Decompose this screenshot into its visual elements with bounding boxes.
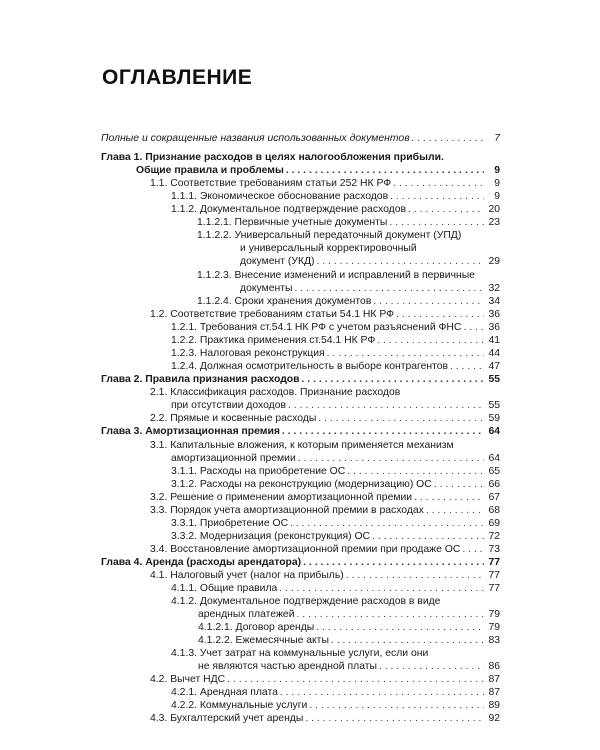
toc-entry-label: 1.2.2. Практика применения ст.54.1 НК РФ [171, 335, 376, 346]
toc-entry-page: 66 [488, 479, 500, 490]
dot-leader [379, 661, 484, 673]
toc-entry-label: 3.1.1. Расходы на приобретение ОС [171, 466, 346, 477]
toc-entry-label: 4.1.2.1. Договор аренды [198, 622, 315, 633]
toc-entry-label: 4.2.1. Арендная плата [171, 687, 278, 698]
toc-entry-1-1-2-3-line2[interactable] [240, 283, 500, 295]
toc-entry-2-2[interactable] [150, 413, 500, 425]
toc-entry-label: и универсальный корректировочный [240, 243, 417, 254]
toc-entry-1-2-3[interactable] [171, 348, 500, 360]
toc-entry-1-2-1[interactable] [171, 322, 500, 334]
toc-entry-page: 92 [488, 713, 500, 724]
dot-leader [462, 544, 484, 556]
toc-entry-3-3-2[interactable] [171, 531, 500, 543]
dot-leader [317, 256, 484, 268]
toc-entry-label: 1.1.2.3. Внесение изменений и исправлений в первичные [197, 270, 475, 281]
toc-entry-label: 3.3.1. Приобретение ОС [171, 518, 289, 529]
toc-entry-page: 20 [488, 204, 500, 215]
toc-entry-page: 64 [488, 453, 500, 464]
toc-entry-4-1-2-1[interactable] [198, 622, 500, 634]
toc-entry-page: 32 [488, 283, 500, 294]
toc-entry-3-1-line1[interactable] [150, 440, 500, 452]
dot-leader [414, 492, 484, 504]
toc-entry-page: 29 [488, 256, 500, 267]
toc-entry-page: 55 [488, 400, 500, 411]
toc-chapter-4[interactable] [101, 557, 500, 569]
toc-entry-1-1[interactable] [150, 178, 500, 190]
toc-entry-page: 83 [488, 635, 500, 646]
toc-entry-page: 36 [488, 322, 500, 333]
toc-entry-label: 4.1. Налоговый учет (налог на прибыль) [150, 570, 344, 581]
toc-entry-label: Глава 2. Правила признания расходов [101, 374, 300, 385]
toc-chapter-1-heading[interactable] [101, 152, 500, 164]
dot-leader [290, 518, 484, 530]
toc-entry-label: при отсутствии доходов [171, 400, 287, 411]
toc-entry-page: 68 [488, 505, 500, 516]
toc-entry-1-1-2-2-line2 [240, 243, 500, 255]
toc-entry-label: 4.2. Вычет НДС [150, 674, 226, 685]
toc-entry-page: 77 [488, 557, 500, 568]
toc-entry-page: 87 [488, 687, 500, 698]
toc-entry-3-3-1[interactable] [171, 518, 500, 530]
dot-leader [373, 296, 484, 308]
toc-entry-page: 23 [488, 217, 500, 228]
dot-leader [305, 713, 484, 725]
toc-entry-page: 73 [488, 544, 500, 555]
toc-entry-label: Глава 1. Признание расходов в целях налогообложения прибыли. [101, 152, 444, 163]
toc-entry-label: Полные и сокращенные названия использованных документов [101, 133, 410, 144]
toc-entry-label: 4.1.1. Общие правила [171, 583, 278, 594]
toc-entry-label: 4.1.2. Документальное подтверждение расходов в виде [171, 596, 441, 607]
toc-entry-page: 9 [494, 178, 500, 189]
toc-entry-page: 72 [488, 531, 500, 542]
toc-entry-label: 1.1.1. Экономическое обоснование расходов [171, 191, 389, 202]
dot-leader [389, 217, 484, 229]
toc-entry-label: 3.2. Решение о применении амортизационной премии [150, 492, 413, 503]
toc-entry-4-1[interactable] [150, 570, 500, 582]
toc-entry-label: Глава 3. Амортизационная премия [101, 426, 280, 437]
toc-entry-4-1-2-line2[interactable] [198, 609, 500, 621]
dot-leader [412, 133, 484, 145]
toc-entry-page: 36 [488, 309, 500, 320]
toc-entry-1-1-2-2-line1[interactable] [197, 230, 500, 242]
dot-leader [288, 400, 484, 412]
toc-entry-page: 34 [488, 296, 500, 307]
toc-entry-1-2[interactable] [150, 309, 500, 321]
dot-leader [227, 674, 484, 686]
dot-leader [426, 505, 484, 517]
toc-entry-page: 65 [488, 466, 500, 477]
toc-entry-page: 59 [488, 413, 500, 424]
toc-entry-label: 1.2. Соответствие требованиям статьи 54.1 НК РФ [150, 309, 395, 320]
toc-entry-4-1-3-line2[interactable] [198, 661, 500, 673]
toc-chapter-3[interactable] [101, 426, 500, 438]
dot-leader [377, 335, 484, 347]
toc-entry-label: арендных платежей [198, 609, 295, 620]
toc-entry-page: 9 [494, 165, 500, 176]
toc-entry-page: 69 [488, 518, 500, 529]
dot-leader [331, 635, 484, 647]
toc-entry-page: 86 [488, 661, 500, 672]
toc-entry-label: Общие правила и проблемы [136, 165, 284, 176]
toc-entry-4-2-2[interactable] [171, 700, 500, 712]
toc-entry-4-2-1[interactable] [171, 687, 500, 699]
toc-entry-2-1-line1[interactable] [150, 387, 500, 399]
toc-entry-label: 1.1. Соответствие требованиям статьи 252 НК РФ [150, 178, 392, 189]
toc-entry-label: 4.1.3. Учет затрат на коммунальные услуги, если они [171, 648, 429, 659]
toc-entry-label: 4.2.2. Коммунальные услуги [171, 700, 308, 711]
toc-entry-3-1-2[interactable] [171, 479, 500, 491]
dot-leader [434, 479, 484, 491]
dot-leader [298, 453, 484, 465]
toc-entry-label: 2.2. Прямые и косвенные расходы [150, 413, 317, 424]
dot-leader [396, 309, 484, 321]
toc-entry-label: 4.3. Бухгалтерский учет аренды [150, 713, 304, 724]
toc-entry-3-1-1[interactable] [171, 466, 500, 478]
toc-entry-3-4[interactable] [150, 544, 500, 556]
toc-chapter-1[interactable] [136, 165, 500, 177]
toc-entry-3-2[interactable] [150, 492, 500, 504]
toc-entry-documents[interactable] [101, 133, 500, 145]
toc-entry-1-2-2[interactable] [171, 335, 500, 347]
toc-entry-label: 1.1.2.4. Сроки хранения документов [197, 296, 372, 307]
toc-entry-label: 1.1.2. Документальное подтверждение расходов [171, 204, 407, 215]
dot-leader [393, 178, 484, 190]
toc-entry-1-2-4[interactable] [171, 361, 500, 373]
page-title: ОГЛАВЛЕНИЕ [102, 66, 253, 89]
toc-entry-page: 9 [494, 191, 500, 202]
toc-entry-page: 89 [488, 700, 500, 711]
dot-leader [408, 204, 484, 216]
toc-entry-label: 1.2.3. Налоговая реконструкция [171, 348, 325, 359]
toc-entry-1-1-2-2-line3[interactable] [240, 256, 500, 268]
dot-leader [318, 413, 484, 425]
dot-leader [294, 283, 484, 295]
dot-leader [390, 191, 484, 203]
toc-entry-label: 1.2.4. Должная осмотрительность в выборе контрагентов [171, 361, 449, 372]
toc-entry-4-2[interactable] [150, 674, 500, 686]
toc-entry-label: амортизационной премии [171, 453, 296, 464]
dot-leader [302, 374, 484, 386]
toc-entry-label: 4.1.2.2. Ежемесячные акты [198, 635, 329, 646]
dot-leader [297, 609, 484, 621]
toc-entry-4-1-2-2[interactable] [198, 635, 500, 647]
toc-entry-4-1-3-line1[interactable] [171, 648, 500, 660]
toc-entry-label: 3.3. Порядок учета амортизационной премии в расходах [150, 505, 424, 516]
dot-leader [347, 466, 484, 478]
toc-entry-label: 1.1.2.2. Универсальный передаточный документ (УПД) [197, 230, 462, 241]
toc-entry-label: 3.4. Восстановление амортизационной премии при продаже ОС [150, 544, 461, 555]
toc-chapter-2[interactable] [101, 374, 500, 386]
toc-entry-page: 77 [488, 570, 500, 581]
toc-entry-4-3[interactable] [150, 713, 500, 725]
dot-leader [279, 583, 484, 595]
toc-entry-2-1-line2[interactable] [171, 400, 500, 412]
dot-leader [286, 165, 484, 177]
toc-entry-label: 3.1. Капитальные вложения, к которым применяется механизм [150, 440, 454, 451]
dot-leader [309, 700, 484, 712]
toc-entry-page: 44 [488, 348, 500, 359]
toc-entry-page: 64 [488, 426, 500, 437]
toc-entry-page: 47 [488, 361, 500, 372]
toc-entry-4-1-1[interactable] [171, 583, 500, 595]
toc-entry-1-1-2-4[interactable] [197, 296, 500, 308]
dot-leader [346, 570, 484, 582]
toc-entry-page: 79 [488, 609, 500, 620]
dot-leader [316, 622, 484, 634]
toc-entry-page: 41 [488, 335, 500, 346]
toc-entry-3-3[interactable] [150, 505, 500, 517]
toc-entry-page: 77 [488, 583, 500, 594]
toc-entry-label: Глава 4. Аренда (расходы арендатора) [101, 557, 302, 568]
dot-leader [450, 361, 484, 373]
toc-entry-label: документы [240, 283, 293, 294]
toc-entry-page: 87 [488, 674, 500, 685]
dot-leader [282, 426, 484, 438]
toc-entry-label: 1.1.2.1. Первичные учетные документы [197, 217, 388, 228]
toc-entry-1-1-2-3-line1[interactable] [197, 270, 500, 282]
toc-entry-label: 2.1. Классификация расходов. Признание расходов [150, 387, 401, 398]
dot-leader [463, 322, 484, 334]
toc-entry-3-1-line2[interactable] [171, 453, 500, 465]
toc-entry-label: 3.3.2. Модернизация (реконструкция) ОС [171, 531, 371, 542]
toc-entry-page: 7 [494, 133, 500, 144]
toc-entry-label: 3.1.2. Расходы на реконструкцию (модернизацию) ОС [171, 479, 432, 490]
dot-leader [327, 348, 484, 360]
toc-entry-page: 79 [488, 622, 500, 633]
toc-entry-1-1-2-1[interactable] [197, 217, 500, 229]
dot-leader [280, 687, 484, 699]
toc-entry-1-1-2[interactable] [171, 204, 500, 216]
dot-leader [303, 557, 484, 569]
toc-entry-label: не являются частью арендной платы [198, 661, 377, 672]
toc-entry-page: 55 [488, 374, 500, 385]
dot-leader [372, 531, 484, 543]
toc-entry-label: документ (УКД) [240, 256, 315, 267]
toc-entry-page: 67 [488, 492, 500, 503]
toc-entry-1-1-1[interactable] [171, 191, 500, 203]
toc-entry-label: 1.2.1. Требования ст.54.1 НК РФ с учетом разъяснений ФНС [171, 322, 462, 333]
toc-entry-4-1-2-line1[interactable] [171, 596, 500, 608]
